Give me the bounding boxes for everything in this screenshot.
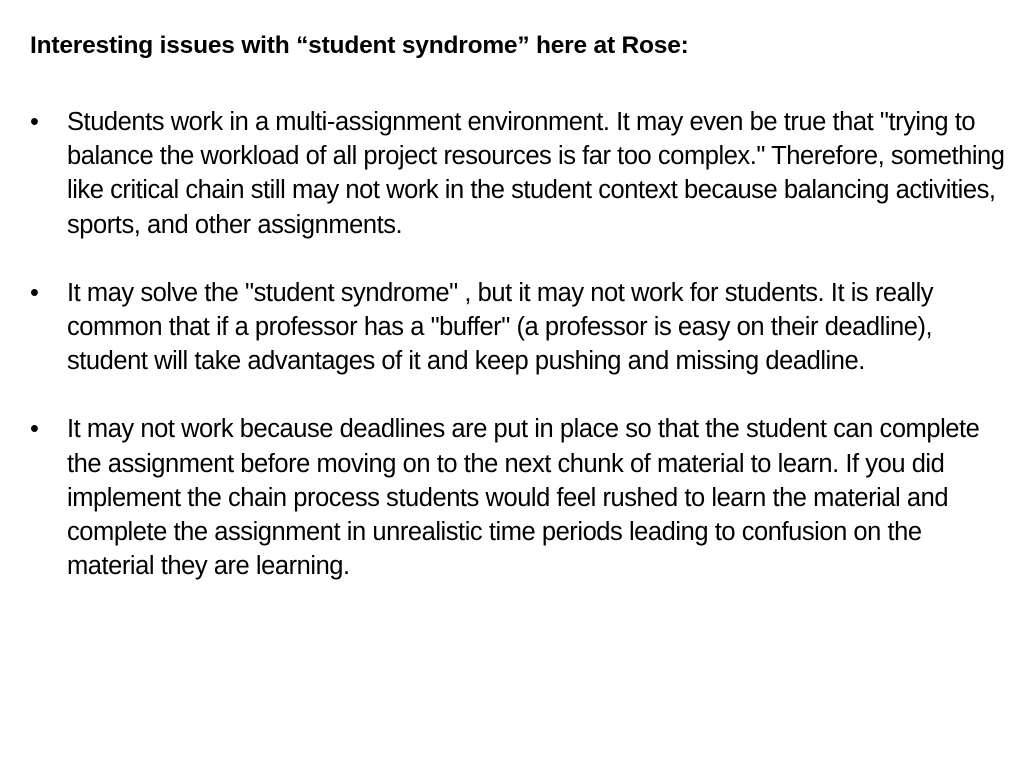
bullet-dot-icon: • <box>30 108 39 136</box>
bullet-dot-icon: • <box>30 415 39 444</box>
bullet-text: Students work in a multi-assignment environment. It may even be true that "trying to balance the workload of all project resources is far too complex." Therefore, something like critical chain still may not work in the student context because balancing activities, sports, and other assignments. <box>67 108 1005 239</box>
bullet-dot-icon: • <box>30 278 39 307</box>
bullet-list <box>30 105 1005 583</box>
bullet-text: It may not work because deadlines are put in place so that the student can complete the assignment before moving on to the next chunk of material to learn. If you did implement the chain process students would feel rushed to learn the material and complete the assignment in unrealistic time periods leading to confusion on the material they are learning. <box>67 415 980 581</box>
bullet-item-1 <box>30 105 1005 242</box>
bullet-text: It may solve the "student syndrome" , but it may not work for students. It is really common that if a professor has a "buffer" (a professor is easy on their deadline), student will take advantages of it and keep pushing and missing deadline. <box>67 278 934 376</box>
slide-heading: Interesting issues with “student syndrome” here at Rose: <box>30 32 689 59</box>
bullet-item-3 <box>30 412 1005 583</box>
bullet-item-2 <box>30 276 1005 379</box>
